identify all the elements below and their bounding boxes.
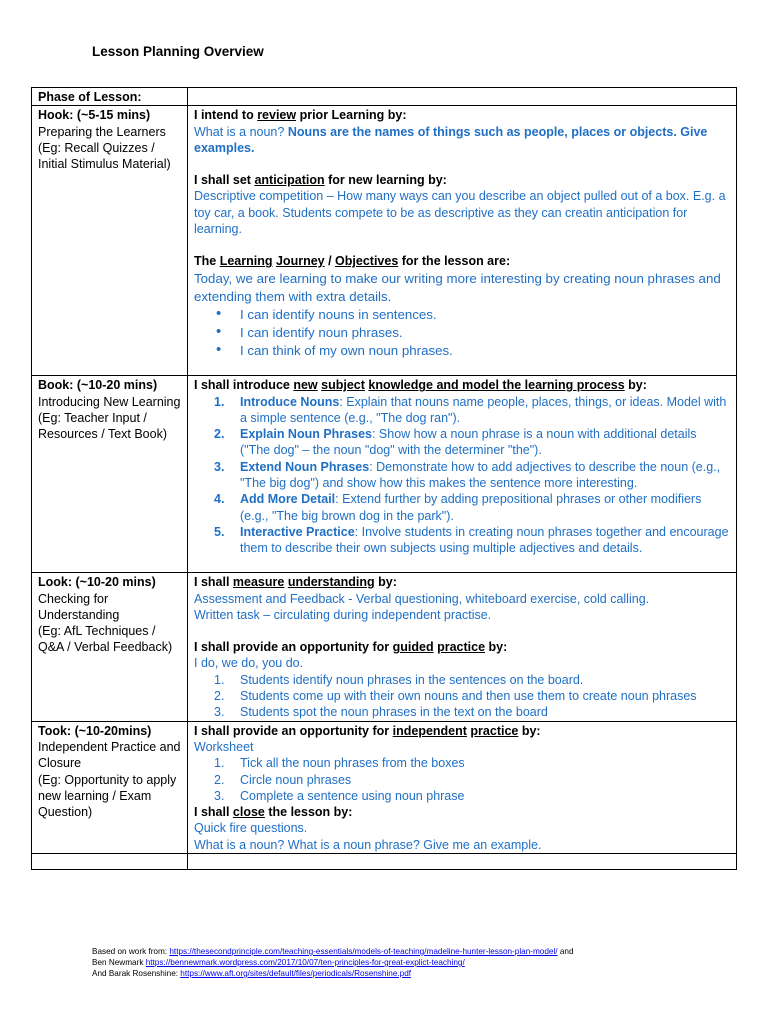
footer-text: and	[557, 947, 574, 956]
took-phase-title: Took: (~10-20mins)	[38, 723, 152, 738]
intro-word-knowledge: knowledge and model the learning process	[368, 378, 625, 393]
item-text: Students come up with their own nouns and then use them to create noun phrases	[240, 689, 697, 704]
practice-word: practice	[437, 640, 486, 655]
independent-item	[214, 755, 730, 771]
objectives-list	[194, 306, 730, 360]
took-phase-eg: (Eg: Opportunity to apply new learning / Exam Question)	[38, 772, 177, 820]
objective-intro: Today, we are learning to make our writing more interesting by creating noun phrases and extending them with extra details.	[194, 270, 721, 304]
guided-list	[194, 672, 730, 721]
close-word: close	[232, 805, 265, 820]
journey-word-journey: Journey	[275, 254, 325, 269]
footer-text: Ben Newmark	[92, 958, 146, 967]
book-phase-eg: (Eg: Teacher Input / Resources / Text Book)	[38, 410, 167, 442]
guided-item	[214, 704, 730, 720]
item-number: 1.	[214, 756, 225, 771]
review-pre: I intend to	[194, 108, 258, 123]
intro-word-new: new	[293, 378, 318, 393]
look-content-cell	[188, 573, 737, 721]
look-phase-cell	[32, 573, 188, 721]
look-phase-title: Look: (~10-20 mins)	[38, 575, 156, 590]
item-text: Tick all the noun phrases from the boxes	[240, 756, 465, 771]
anticipation-word: anticipation	[254, 173, 325, 188]
independent-item	[214, 772, 730, 788]
journey-word-learning: Learning	[219, 254, 273, 269]
indep-post: by:	[518, 723, 541, 738]
item-number: 3.	[214, 705, 225, 720]
step-text: : Extend further by adding prepositional phrases or other modifiers (e.g., "The big brown dog in the park").	[240, 492, 702, 523]
book-phase-title: Book: (~10-20 mins)	[38, 378, 158, 393]
independent-heading	[194, 723, 730, 739]
close-line: Quick fire questions.	[194, 821, 308, 836]
took-row	[32, 721, 737, 853]
step-lead: Extend Noun Phrases	[240, 459, 370, 474]
header-empty-cell	[188, 88, 737, 106]
indep-pre: I shall provide an opportunity for	[194, 723, 393, 738]
item-number: 2.	[214, 772, 225, 787]
intro-post: by:	[624, 378, 647, 393]
look-phase-sub: Checking for Understanding	[38, 591, 120, 622]
independent-word: independent	[392, 723, 467, 738]
guided-pre: I shall provide an opportunity for	[194, 640, 393, 655]
independent-list	[194, 755, 730, 804]
teaching-step	[214, 491, 730, 524]
hook-phase-cell	[32, 106, 188, 376]
review-word: review	[257, 108, 297, 123]
book-phase-sub: Introducing New Learning	[38, 394, 181, 409]
empty-row	[32, 854, 737, 870]
item-text: Students spot the noun phrases in the text on the board	[240, 705, 548, 720]
footer-text: Based on work from:	[92, 947, 170, 956]
close-line: What is a noun? What is a noun phrase? Give me an example.	[194, 837, 542, 852]
step-number: 2.	[214, 427, 225, 442]
review-answer: Nouns are the names of things such as people, places or objects. Give examples.	[194, 124, 708, 155]
guided-heading	[194, 639, 730, 655]
journey-heading	[194, 253, 730, 269]
guided-intro: I do, we do, you do.	[194, 656, 304, 671]
teaching-steps-list	[194, 394, 730, 557]
close-pre: I shall	[194, 805, 233, 820]
journey-post: for the lesson are:	[398, 254, 511, 269]
page-title: Lesson Planning Overview	[92, 44, 264, 59]
hook-content-cell	[188, 106, 737, 376]
guided-item	[214, 672, 730, 688]
introduce-heading	[194, 377, 730, 393]
journey-word-objectives: Objectives	[335, 254, 399, 269]
empty-cell	[32, 854, 188, 870]
hook-phase-sub: Preparing the Learners	[38, 124, 166, 139]
measure-line: Written task – circulating during independent practise.	[194, 607, 492, 622]
intro-word-subject: subject	[321, 378, 365, 393]
understanding-word: understanding	[287, 575, 375, 590]
step-lead: Explain Noun Phrases	[240, 427, 372, 442]
step-number: 1.	[214, 394, 225, 409]
item-text: Students identify noun phrases in the sentences on the board.	[240, 672, 584, 687]
step-text: : Demonstrate how to add adjectives to describe the noun (e.g., "The big dog") and show how this makes the sentence more interesting.	[240, 459, 721, 491]
table-header-row	[32, 88, 737, 106]
reference-link[interactable]: https://bennewmark.wordpress.com/2017/10/07/ten-principles-for-great-explict-teaching/	[145, 958, 465, 967]
objective-item: • I can identify nouns in sentences.	[216, 306, 730, 324]
measure-pre: I shall	[194, 575, 233, 590]
took-phase-sub: Independent Practice and Closure	[38, 739, 181, 771]
objective-item: • I can identify noun phrases.	[216, 324, 730, 342]
step-text: : Explain that nouns name people, places, things, or ideas. Model with a simple sentence (e.g., "The dog ran").	[240, 394, 727, 425]
measure-heading	[194, 574, 730, 590]
review-post: prior Learning by:	[296, 108, 407, 123]
step-lead: Introduce Nouns	[240, 394, 340, 409]
book-phase-cell	[32, 376, 188, 573]
journey-pre: The	[194, 254, 220, 269]
close-heading	[194, 804, 730, 820]
guided-post: by:	[485, 640, 508, 655]
step-text: : Show how a noun phrase is a noun with additional details ("The dog" – the noun "dog" with the determiner "the").	[240, 427, 697, 458]
guided-item	[214, 688, 730, 704]
step-lead: Interactive Practice	[240, 524, 355, 539]
footer-line	[92, 957, 574, 968]
teaching-step	[214, 426, 730, 459]
look-phase-eg: (Eg: AfL Techniques / Q&A / Verbal Feedback)	[38, 624, 173, 655]
reference-link[interactable]: https://thesecondprinciple.com/teaching-essentials/models-of-teaching/madeline-hunter-lesson-plan-model/	[169, 947, 558, 956]
hook-phase-title: Hook: (~5-15 mins)	[38, 108, 151, 123]
independent-intro: Worksheet	[194, 739, 254, 754]
anticipation-post: for new learning by:	[324, 173, 447, 188]
item-number: 1.	[214, 672, 225, 687]
took-content-cell	[188, 721, 737, 853]
item-text: Circle noun phrases	[240, 772, 352, 787]
step-number: 4.	[214, 492, 225, 507]
footer-line	[92, 968, 574, 979]
look-row	[32, 573, 737, 721]
review-heading	[194, 107, 730, 123]
empty-cell	[188, 854, 737, 870]
guided-word: guided	[392, 640, 434, 655]
book-content-cell	[188, 376, 737, 573]
journey-slash: /	[324, 254, 336, 269]
hook-phase-eg: (Eg: Recall Quizzes / Initial Stimulus Material)	[38, 140, 171, 172]
lesson-plan-table	[31, 87, 737, 870]
intro-pre: I shall introduce	[194, 378, 294, 393]
review-text	[194, 124, 730, 157]
footer-line	[92, 946, 574, 957]
step-number: 3.	[214, 459, 225, 474]
teaching-step	[214, 394, 730, 427]
took-phase-cell	[32, 721, 188, 853]
hook-row	[32, 106, 737, 376]
item-text: Complete a sentence using noun phrase	[240, 788, 465, 803]
step-lead: Add More Detail	[240, 492, 336, 507]
review-question: What is a noun?	[194, 124, 288, 139]
step-number: 5.	[214, 524, 225, 539]
teaching-step	[214, 459, 730, 492]
book-row	[32, 376, 737, 573]
footer-text: And Barak Rosenshine:	[92, 969, 181, 978]
independent-item	[214, 788, 730, 804]
header-phase-cell: Phase of Lesson:	[32, 88, 188, 106]
measure-word: measure	[232, 575, 285, 590]
anticipation-pre: I shall set	[194, 173, 255, 188]
step-text: : Involve students in creating noun phrases together and encourage them to describe their own subjects using multiple adjectives and details.	[240, 524, 729, 556]
measure-line: Assessment and Feedback - Verbal questioning, whiteboard exercise, cold calling.	[194, 591, 650, 606]
item-number: 2.	[214, 689, 225, 704]
teaching-step	[214, 524, 730, 557]
anticipation-heading	[194, 172, 730, 188]
anticipation-text: Descriptive competition – How many ways can you describe an object pulled out of a box. E.g. a toy car, a book. Students compete to be as descriptive as they can creatin anticipation for learning.	[194, 189, 726, 237]
objective-item: • I can think of my own noun phrases.	[216, 342, 730, 360]
practice-word: practice	[470, 723, 519, 738]
close-post: the lesson by:	[264, 805, 353, 820]
reference-link[interactable]: https://www.aft.org/sites/default/files/periodicals/Rosenshine.pdf	[180, 969, 412, 978]
footer-references	[92, 946, 574, 979]
item-number: 3.	[214, 788, 225, 803]
measure-post: by:	[374, 575, 397, 590]
